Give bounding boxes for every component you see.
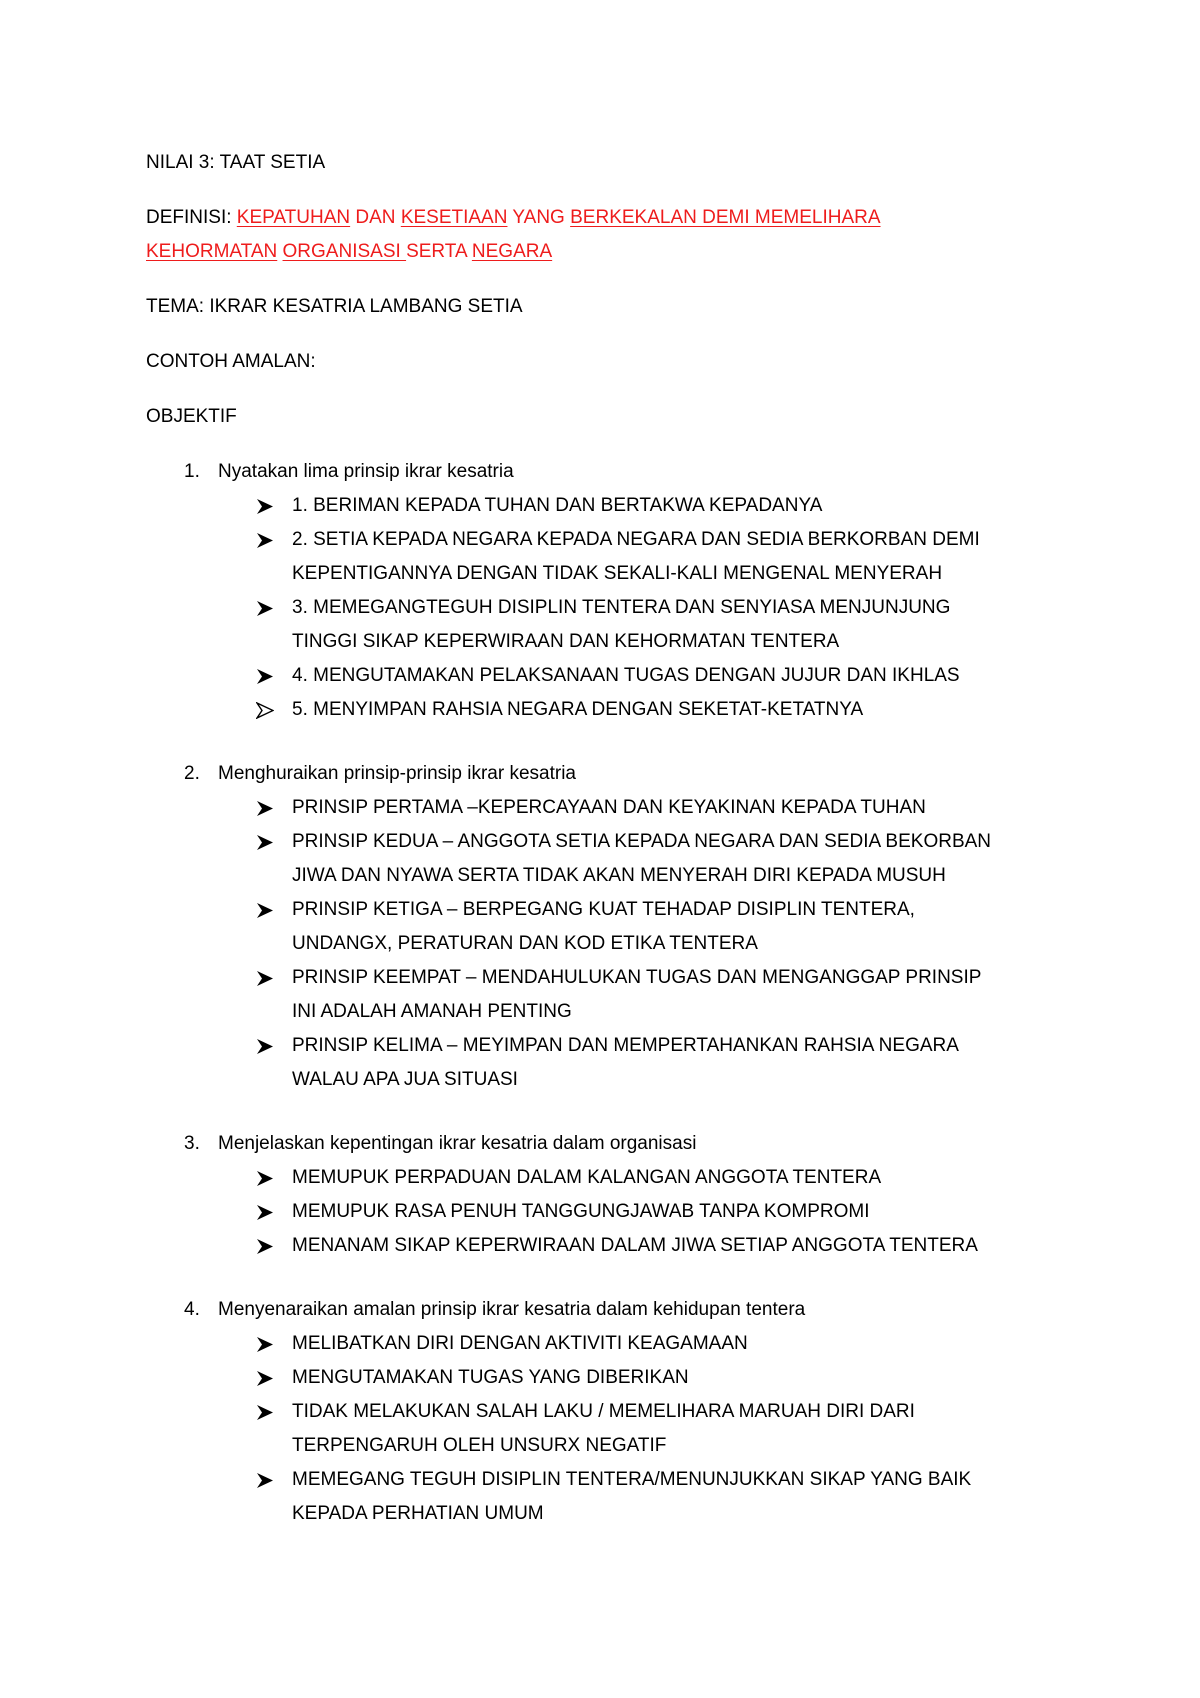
bullet-item (146, 1229, 1076, 1263)
arrow-bullet-icon (256, 970, 274, 987)
objective-heading (146, 455, 1076, 489)
bullet-item (146, 1195, 1076, 1229)
bullet-item (146, 1161, 1076, 1195)
bullet-item (146, 591, 1076, 659)
objective-heading (146, 757, 1076, 791)
bullet-list (146, 489, 1076, 727)
bullet-text-line: 4. MENGUTAMAKAN PELAKSANAAN TUGAS DENGAN JUJUR DAN IKHLAS (292, 665, 960, 686)
definition-segment: KEPATUHAN (236, 207, 351, 228)
arrow-bullet-icon (256, 834, 274, 851)
bullet-item (146, 1029, 1076, 1097)
bullet-text-line: MEMUPUK RASA PENUH TANGGUNGJAWAB TANPA KOMPROMI (292, 1201, 870, 1222)
bullet-text-line: MENANAM SIKAP KEPERWIRAAN DALAM JIWA SETIAP ANGGOTA TENTERA (292, 1235, 978, 1256)
definition-label: DEFINISI: (146, 207, 237, 228)
bullet-item (146, 489, 1076, 523)
bullet-text-line: PRINSIP KETIGA – BERPEGANG KUAT TEHADAP DISIPLIN TENTERA, (292, 899, 915, 920)
arrow-bullet-icon (256, 1038, 274, 1055)
definition-segment: BERKEKALAN DEMI MEMELIHARA (570, 207, 881, 228)
objective-text: Menjelaskan kepentingan ikrar kesatria dalam organisasi (218, 1133, 697, 1154)
arrow-bullet-icon (256, 1370, 274, 1387)
bullet-text-line: 1. BERIMAN KEPADA TUHAN DAN BERTAKWA KEPADANYA (292, 495, 823, 516)
objective-item (146, 1293, 1076, 1531)
document-content (146, 146, 1076, 1561)
objective-label: OBJEKTIF (146, 406, 237, 427)
bullet-text-line: PRINSIP KEEMPAT – MENDAHULUKAN TUGAS DAN MENGANGGAP PRINSIP (292, 967, 982, 988)
arrow-bullet-icon (256, 532, 274, 549)
bullet-text-line: JIWA DAN NYAWA SERTA TIDAK AKAN MENYERAH DIRI KEPADA MUSUH (292, 865, 946, 886)
definition-segment: KESETIAAN (400, 207, 508, 228)
bullet-text-line: PRINSIP KELIMA – MEYIMPAN DAN MEMPERTAHANKAN RAHSIA NEGARA (292, 1035, 959, 1056)
page-title: NILAI 3: TAAT SETIA (146, 152, 326, 173)
bullet-item (146, 791, 1076, 825)
arrow-bullet-icon (256, 498, 274, 515)
objective-number: 1. (184, 461, 200, 482)
arrow-bullet-icon (256, 600, 274, 617)
bullet-item (146, 961, 1076, 1029)
bullet-text-line: UNDANGX, PERATURAN DAN KOD ETIKA TENTERA (292, 933, 758, 954)
bullet-text-line: MENGUTAMAKAN TUGAS YANG DIBERIKAN (292, 1367, 689, 1388)
objective-text: Nyatakan lima prinsip ikrar kesatria (218, 461, 514, 482)
bullet-item (146, 825, 1076, 893)
definition-segment: KEHORMATAN (146, 241, 278, 262)
objective-heading (146, 1293, 1076, 1327)
objective-number: 4. (184, 1299, 200, 1320)
objective-item (146, 757, 1076, 1097)
objective-text: Menghuraikan prinsip-prinsip ikrar kesatria (218, 763, 576, 784)
arrow-bullet-icon (256, 1204, 274, 1221)
arrow-bullet-icon (256, 1472, 274, 1489)
arrow-bullet-icon (256, 902, 274, 919)
bullet-text-line: PRINSIP KEDUA – ANGGOTA SETIA KEPADA NEGARA DAN SEDIA BEKORBAN (292, 831, 992, 852)
bullet-item (146, 523, 1076, 591)
bullet-text-line: MEMUPUK PERPADUAN DALAM KALANGAN ANGGOTA TENTERA (292, 1167, 882, 1188)
bullet-list (146, 1327, 1076, 1531)
bullet-text-line: KEPADA PERHATIAN UMUM (292, 1503, 544, 1524)
objective-item (146, 455, 1076, 727)
definition-text-line-2 (146, 235, 1076, 269)
bullet-item (146, 1327, 1076, 1361)
definition-segment: YANG (507, 207, 571, 228)
arrow-bullet-icon (256, 800, 274, 817)
bullet-text-line: MEMEGANG TEGUH DISIPLIN TENTERA/MENUNJUKKAN SIKAP YANG BAIK (292, 1469, 972, 1490)
bullet-text-line: 3. MEMEGANGTEGUH DISIPLIN TENTERA DAN SENYIASA MENJUNJUNG (292, 597, 951, 618)
objectives-list (146, 455, 1076, 1531)
arrow-bullet-icon (256, 1404, 274, 1421)
bullet-text-line: MELIBATKAN DIRI DENGAN AKTIVITI KEAGAMAAN (292, 1333, 748, 1354)
theme-line: TEMA: IKRAR KESATRIA LAMBANG SETIA (146, 296, 523, 317)
bullet-item (146, 893, 1076, 961)
bullet-item (146, 659, 1076, 693)
arrow-bullet-icon (256, 1238, 274, 1255)
bullet-list (146, 791, 1076, 1097)
objective-heading (146, 1127, 1076, 1161)
arrow-bullet-icon (256, 1170, 274, 1187)
definition-segment: DAN (350, 207, 401, 228)
definition-text-line-1 (237, 207, 881, 228)
objective-text: Menyenaraikan amalan prinsip ikrar kesatria dalam kehidupan tentera (218, 1299, 806, 1320)
bullet-text-line: 2. SETIA KEPADA NEGARA KEPADA NEGARA DAN SEDIA BERKORBAN DEMI (292, 529, 980, 550)
bullet-item (146, 1463, 1076, 1531)
bullet-text-line: 5. MENYIMPAN RAHSIA NEGARA DENGAN SEKETAT-KETATNYA (292, 699, 864, 720)
objective-number: 2. (184, 763, 200, 784)
objective-item (146, 1127, 1076, 1263)
bullet-text-line: WALAU APA JUA SITUASI (292, 1069, 518, 1090)
definition-segment: NEGARA (471, 241, 553, 262)
definition-line-1 (146, 201, 1076, 235)
bullet-list (146, 1161, 1076, 1263)
bullet-item (146, 693, 1076, 727)
bullet-text-line: TERPENGARUH OLEH UNSURX NEGATIF (292, 1435, 667, 1456)
definition-segment: SERTA (406, 241, 472, 262)
bullet-text-line: TINGGI SIKAP KEPERWIRAAN DAN KEHORMATAN TENTERA (292, 631, 840, 652)
examples-label: CONTOH AMALAN: (146, 351, 316, 372)
objective-number: 3. (184, 1133, 200, 1154)
bullet-item (146, 1395, 1076, 1463)
arrow-bullet-icon (256, 1336, 274, 1353)
arrow-outline-bullet-icon (256, 702, 274, 719)
definition-segment: ORGANISASI (282, 241, 407, 262)
bullet-text-line: PRINSIP PERTAMA –KEPERCAYAAN DAN KEYAKINAN KEPADA TUHAN (292, 797, 926, 818)
definition (146, 201, 1076, 269)
arrow-bullet-icon (256, 668, 274, 685)
bullet-text-line: KEPENTIGANNYA DENGAN TIDAK SEKALI-KALI MENGENAL MENYERAH (292, 563, 943, 584)
bullet-item (146, 1361, 1076, 1395)
bullet-text-line: INI ADALAH AMANAH PENTING (292, 1001, 572, 1022)
bullet-text-line: TIDAK MELAKUKAN SALAH LAKU / MEMELIHARA MARUAH DIRI DARI (292, 1401, 915, 1422)
